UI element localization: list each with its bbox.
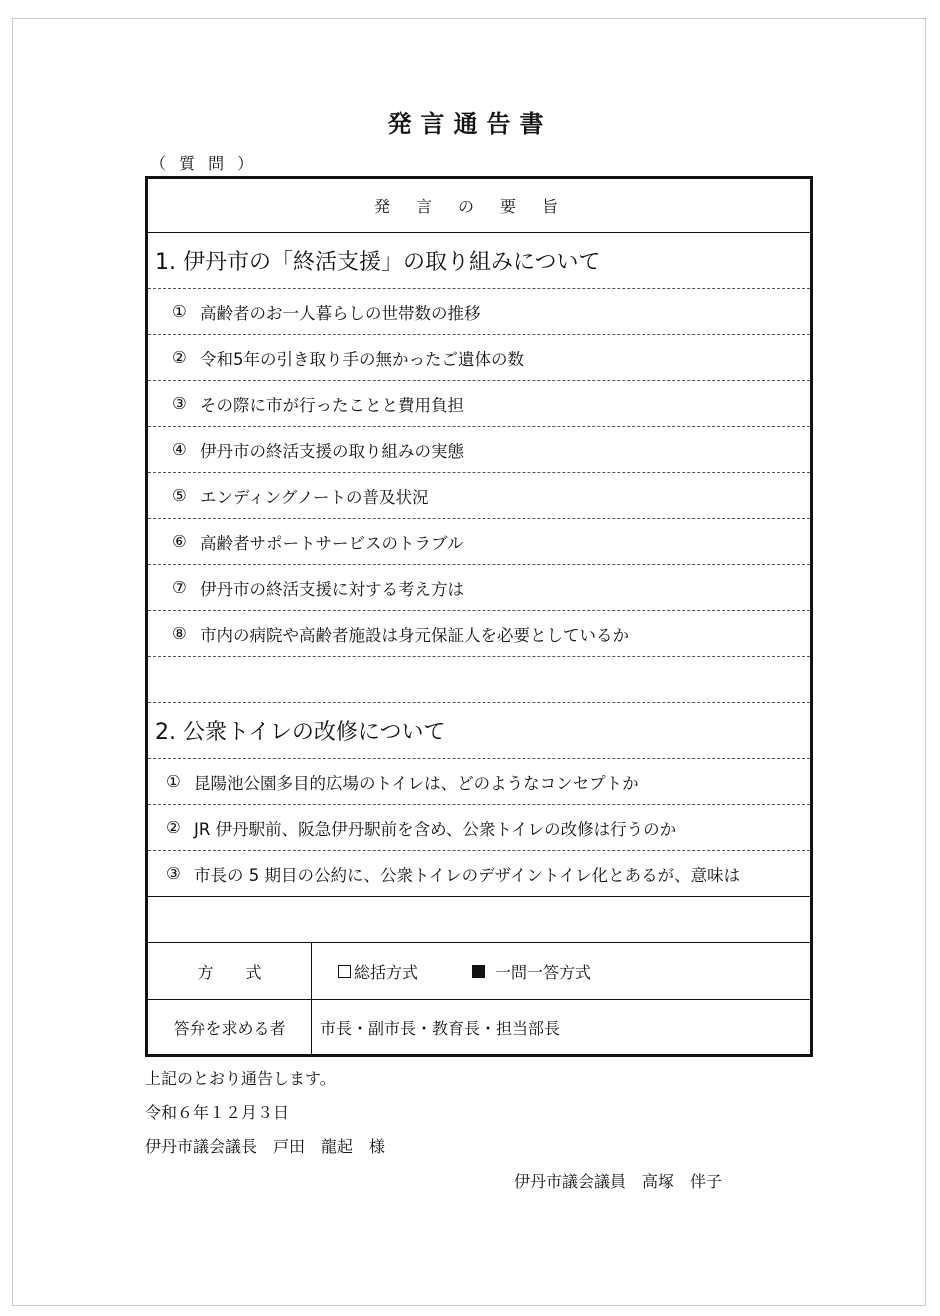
method-option-one-by-one bbox=[472, 960, 591, 983]
list-item bbox=[148, 335, 810, 381]
item-number: ② bbox=[166, 818, 181, 837]
blank-row bbox=[148, 657, 810, 703]
item-text: 市長の 5 期目の公約に、公衆トイレのデザイントイレ化とあるが、意味は bbox=[194, 865, 741, 885]
list-item bbox=[148, 565, 810, 611]
method-option-label: 総括方式 bbox=[354, 962, 419, 982]
list-item bbox=[148, 805, 810, 851]
respondent-row bbox=[148, 1000, 810, 1054]
document-title: 発言通告書 bbox=[387, 110, 553, 138]
list-item bbox=[148, 473, 810, 519]
date-text: 令和６年１２月３日 bbox=[145, 1103, 290, 1122]
method-option-comprehensive bbox=[338, 960, 418, 983]
notice-text: 上記のとおり通告します。 bbox=[145, 1069, 336, 1088]
sender-text: 伊丹市議会議員 高塚 伴子 bbox=[514, 1172, 723, 1191]
method-options bbox=[312, 943, 810, 999]
item-text: 高齢者のお一人暮らしの世帯数の推移 bbox=[200, 303, 481, 323]
notice-table bbox=[145, 176, 813, 1057]
respondent-text: 市長・副市長・教育長・担当部長 bbox=[320, 1018, 561, 1038]
item-text: 昆陽池公園多目的広場のトイレは、どのようなコンセプトか bbox=[194, 773, 639, 793]
item-text: エンディングノートの普及状況 bbox=[200, 487, 429, 507]
item-number: ① bbox=[166, 772, 181, 791]
list-item bbox=[148, 289, 810, 335]
unchecked-box-icon bbox=[338, 965, 351, 978]
list-item bbox=[148, 427, 810, 473]
method-label: 方 式 bbox=[148, 943, 312, 999]
list-item bbox=[148, 519, 810, 565]
respondent-value bbox=[312, 1000, 810, 1054]
item-text: 伊丹市の終活支援の取り組みの実態 bbox=[200, 441, 464, 461]
list-item bbox=[148, 611, 810, 657]
item-number: ③ bbox=[172, 394, 187, 413]
item-text: 市内の病院や高齢者施設は身元保証人を必要としているか bbox=[200, 625, 629, 645]
item-number: ① bbox=[172, 302, 187, 321]
table-header-label: 発言の要旨 bbox=[373, 197, 584, 216]
section-heading-text: 1. 伊丹市の「終活支援」の取り組みについて bbox=[155, 250, 601, 275]
item-number: ③ bbox=[166, 864, 181, 883]
section-1-heading bbox=[148, 233, 810, 289]
item-number: ⑦ bbox=[172, 578, 187, 597]
item-text: その際に市が行ったことと費用負担 bbox=[200, 395, 464, 415]
blank-row bbox=[148, 897, 810, 943]
document-subtitle: （ 質 問 ） bbox=[150, 154, 258, 173]
item-text: 令和5年の引き取り手の無かったご遺体の数 bbox=[200, 349, 524, 369]
addressee-text: 伊丹市議会議長 戸田 龍起 様 bbox=[145, 1137, 386, 1156]
item-number: ⑧ bbox=[172, 624, 187, 643]
method-row bbox=[148, 943, 810, 1000]
checked-box-icon bbox=[472, 965, 485, 978]
list-item bbox=[148, 381, 810, 427]
table-header bbox=[148, 179, 810, 233]
list-item bbox=[148, 759, 810, 805]
method-option-label: 一問一答方式 bbox=[495, 962, 592, 982]
item-text: 高齢者サポートサービスのトラブル bbox=[200, 533, 464, 553]
section-2-heading bbox=[148, 703, 810, 759]
item-number: ② bbox=[172, 348, 187, 367]
item-text: JR 伊丹駅前、阪急伊丹駅前を含め、公衆トイレの改修は行うのか bbox=[194, 819, 677, 839]
item-number: ⑤ bbox=[172, 486, 187, 505]
item-number: ⑥ bbox=[172, 532, 187, 551]
item-number: ④ bbox=[172, 440, 187, 459]
section-heading-text: 2. 公衆トイレの改修について bbox=[155, 720, 446, 745]
item-text: 伊丹市の終活支援に対する考え方は bbox=[200, 579, 464, 599]
list-item bbox=[148, 851, 810, 897]
respondent-label: 答弁を求める者 bbox=[148, 1000, 312, 1054]
